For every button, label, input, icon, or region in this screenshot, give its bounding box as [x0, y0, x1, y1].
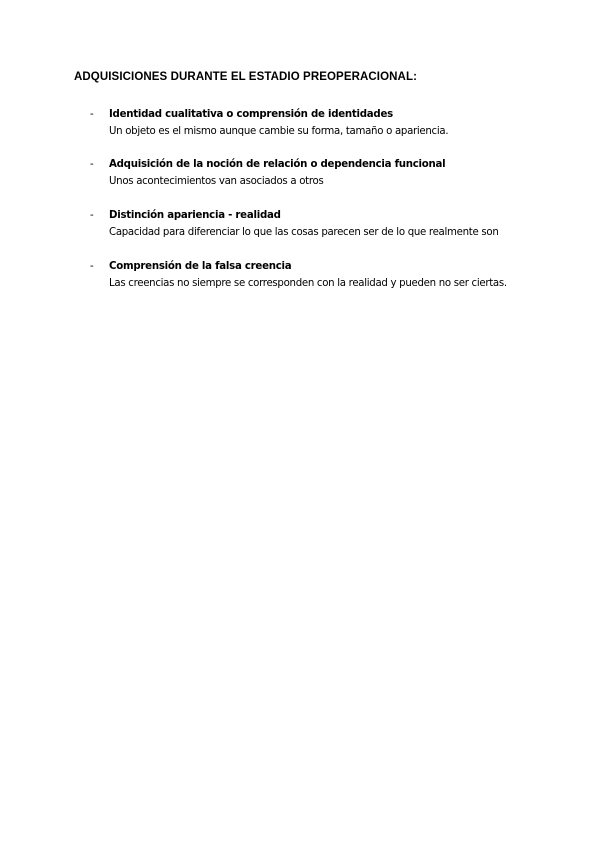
item-title: Comprensión de la falsa creencia: [109, 261, 292, 272]
item-description: Un objeto es el mismo aunque cambie su forma, tamaño o apariencia.: [109, 126, 449, 137]
item-title: Adquisición de la noción de relación o dependencia funcional: [109, 159, 446, 170]
item-description: Capacidad para diferenciar lo que las cosas parecen ser de lo que realmente son: [109, 227, 499, 238]
list-bullet: -: [90, 109, 94, 120]
item-description: Las creencias no siempre se corresponden con la realidad y pueden no ser ciertas.: [109, 278, 507, 289]
item-title: Distinción apariencia - realidad: [109, 210, 281, 221]
document-heading: ADQUISICIONES DURANTE EL ESTADIO PREOPERACIONAL:: [74, 71, 418, 83]
list-bullet: -: [90, 210, 94, 221]
item-description: Unos acontecimientos van asociados a otros: [109, 176, 324, 187]
list-bullet: -: [90, 261, 94, 272]
list-bullet: -: [90, 159, 94, 170]
item-title: Identidad cualitativa o comprensión de identidades: [109, 109, 393, 120]
